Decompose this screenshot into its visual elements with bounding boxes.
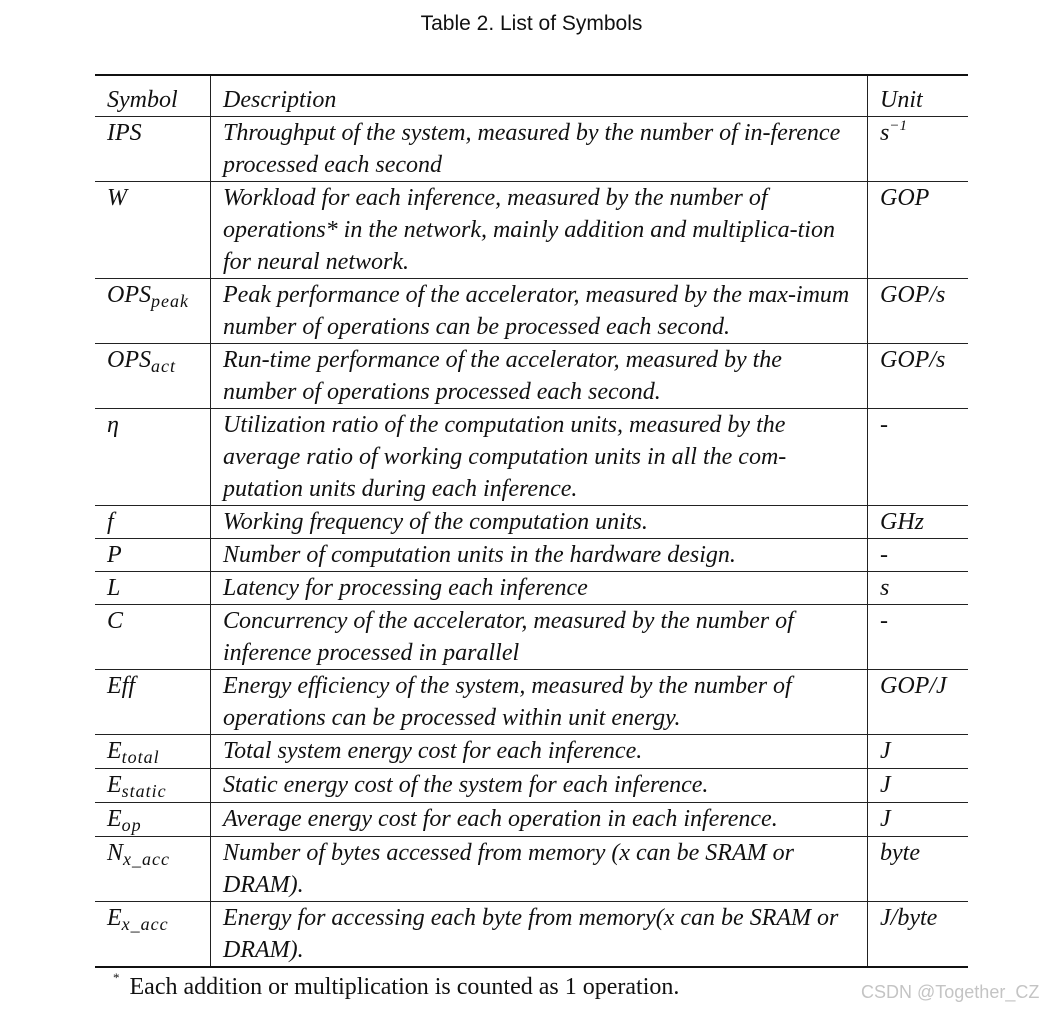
symbol-cell — [95, 735, 211, 769]
description-cell: Throughput of the system, measured by the number of in-ference processed each second — [211, 117, 868, 182]
table-row — [95, 117, 968, 182]
unit-cell — [868, 182, 969, 279]
description-cell: Number of bytes accessed from memory (x can be SRAM or DRAM). — [211, 837, 868, 902]
table-row — [95, 182, 968, 279]
description-cell: Total system energy cost for each inference. — [211, 735, 868, 769]
unit-text: J — [880, 806, 891, 832]
symbol-subscript: x_acc — [121, 914, 169, 934]
symbol-text: IPS — [107, 120, 142, 146]
unit-text: J/byte — [880, 905, 938, 931]
description-cell: Average energy cost for each operation in each inference. — [211, 803, 868, 837]
table-row — [95, 344, 968, 409]
symbol-cell — [95, 117, 211, 182]
watermark: CSDN @Together_CZ — [861, 982, 1040, 1002]
table-row — [95, 605, 968, 670]
unit-cell — [868, 803, 969, 837]
symbol-cell — [95, 539, 211, 572]
footnote-text: Each addition or multiplication is counted as 1 operation. — [129, 974, 680, 1000]
unit-text: byte — [880, 840, 920, 866]
symbol-text: N — [107, 840, 124, 866]
symbol-text: E — [107, 772, 122, 798]
unit-cell — [868, 409, 969, 506]
table-row — [95, 572, 968, 605]
header-description: Description — [211, 75, 868, 117]
symbol-cell — [95, 344, 211, 409]
description-cell: Energy for accessing each byte from memory(x can be SRAM or DRAM). — [211, 902, 868, 968]
symbol-cell — [95, 769, 211, 803]
symbol-cell — [95, 803, 211, 837]
table-row — [95, 769, 968, 803]
symbol-cell — [95, 409, 211, 506]
unit-superscript: −1 — [889, 118, 907, 134]
symbol-cell — [95, 837, 211, 902]
table-row — [95, 803, 968, 837]
unit-cell — [868, 572, 969, 605]
footnote — [113, 970, 680, 1001]
unit-cell — [868, 902, 969, 968]
table-row — [95, 735, 968, 769]
symbol-text: W — [107, 185, 127, 211]
symbol-cell — [95, 902, 211, 968]
unit-text: s — [880, 575, 890, 601]
table-row — [95, 279, 968, 344]
header-symbol: Symbol — [95, 75, 211, 117]
symbol-cell — [95, 572, 211, 605]
unit-cell — [868, 117, 969, 182]
symbol-text: E — [107, 905, 122, 931]
unit-text: GOP/s — [880, 347, 946, 373]
description-cell: Energy efficiency of the system, measured by the number of operations can be processed within unit energy. — [211, 670, 868, 735]
table-row — [95, 409, 968, 506]
description-cell: Static energy cost of the system for each inference. — [211, 769, 868, 803]
description-cell: Peak performance of the accelerator, measured by the max-imum number of operations can be processed each second. — [211, 279, 868, 344]
unit-cell — [868, 539, 969, 572]
symbol-text: f — [107, 509, 114, 535]
symbol-text: C — [107, 608, 124, 634]
description-cell: Concurrency of the accelerator, measured by the number of inference processed in parallel — [211, 605, 868, 670]
description-cell: Workload for each inference, measured by the number of operations* in the network, mainly addition and multiplica-tion for neural network. — [211, 182, 868, 279]
symbol-text: η — [107, 412, 119, 438]
unit-text: J — [880, 772, 891, 798]
unit-text: s — [880, 120, 890, 146]
unit-cell — [868, 279, 969, 344]
symbol-text: E — [107, 806, 122, 832]
footnote-mark: * — [113, 970, 120, 985]
table-row — [95, 670, 968, 735]
description-cell: Number of computation units in the hardware design. — [211, 539, 868, 572]
unit-text: GHz — [880, 509, 925, 535]
symbol-cell — [95, 506, 211, 539]
unit-cell — [868, 605, 969, 670]
description-cell: Working frequency of the computation units. — [211, 506, 868, 539]
symbol-subscript: peak — [151, 291, 189, 311]
symbol-text: Eff — [107, 673, 135, 699]
symbol-subscript: act — [151, 356, 176, 376]
table-row — [95, 837, 968, 902]
symbol-text: OPS — [107, 347, 151, 373]
unit-text: J — [880, 738, 891, 764]
unit-text: - — [880, 608, 888, 634]
table-caption: Table 2. List of Symbols — [420, 12, 643, 35]
table-row — [95, 902, 968, 968]
symbol-subscript: op — [121, 815, 142, 835]
unit-text: - — [880, 542, 888, 568]
symbol-text: E — [107, 738, 122, 764]
table-row — [95, 539, 968, 572]
symbol-subscript: static — [121, 781, 167, 801]
symbol-text: L — [107, 575, 121, 601]
symbol-subscript: total — [121, 747, 160, 767]
header-unit: Unit — [880, 87, 923, 113]
symbol-cell — [95, 670, 211, 735]
unit-cell — [868, 670, 969, 735]
table-row — [95, 506, 968, 539]
description-cell: Latency for processing each inference — [211, 572, 868, 605]
description-cell: Utilization ratio of the computation units, measured by the average ratio of working computation units in all the com-putation units during each inference. — [211, 409, 868, 506]
unit-cell — [868, 837, 969, 902]
unit-text: - — [880, 412, 888, 438]
description-cell: Run-time performance of the accelerator, measured by the number of operations processed each second. — [211, 344, 868, 409]
symbol-cell — [95, 605, 211, 670]
unit-cell — [868, 344, 969, 409]
unit-cell — [868, 506, 969, 539]
unit-cell — [868, 735, 969, 769]
symbol-cell — [95, 279, 211, 344]
symbol-cell — [95, 182, 211, 279]
symbol-text: P — [107, 542, 122, 568]
unit-text: GOP/J — [880, 673, 947, 699]
table-header-row — [95, 75, 968, 117]
unit-text: GOP/s — [880, 282, 946, 308]
unit-text: GOP — [880, 185, 930, 211]
symbol-text: OPS — [107, 282, 151, 308]
symbol-subscript: x_acc — [123, 849, 170, 869]
table-body — [95, 117, 968, 968]
unit-cell — [868, 769, 969, 803]
symbols-table — [95, 74, 968, 968]
